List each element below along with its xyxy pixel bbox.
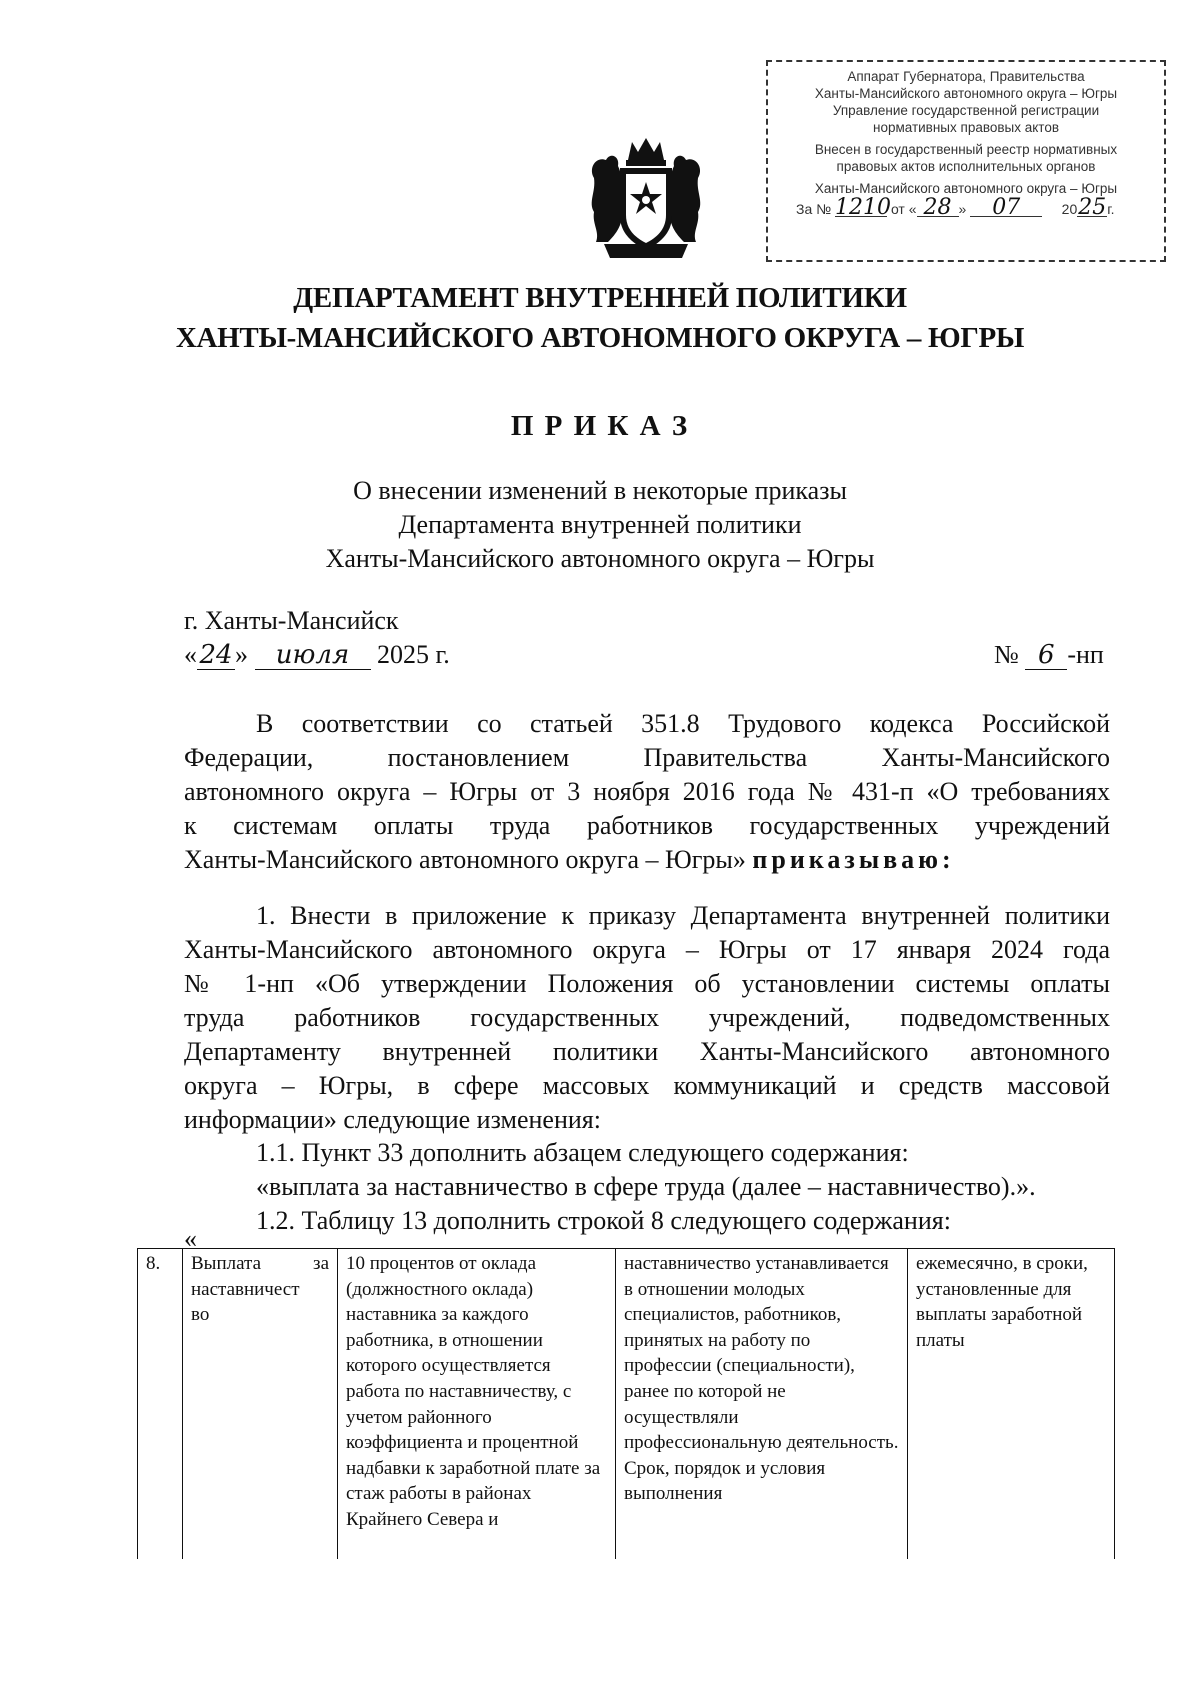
order-number [994, 640, 1104, 670]
row-number: 8. [138, 1249, 183, 1559]
stamp-line: Внесен в государственный реестр нормативных [814, 142, 1118, 157]
item1-1-line2: «выплата за наставничество в сфере труда (далее – наставничество).». [256, 1172, 1036, 1201]
stamp-line: правовых актов исполнительных органов [836, 159, 1096, 174]
date-open-quote: « [184, 640, 197, 669]
preamble-line5-text: Ханты-Мансийского автономного округа – Югры» [184, 845, 746, 874]
item1-line4: труда работников государственных учреждений, подведомственных [184, 1003, 1110, 1032]
stamp-num-value: 1210 [835, 195, 892, 220]
stamp-year-value: 25 [1078, 195, 1107, 220]
item1-line3: № 1-нп «Об утверждении Положения об установлении системы оплаты [184, 969, 1110, 998]
date-day: 24 [197, 641, 235, 670]
payment-name-line1: Выплата за [191, 1253, 329, 1274]
payment-name-rest: наставничест во [191, 1278, 300, 1326]
order-word: приказываю: [752, 845, 955, 874]
preamble-line1: В соответствии со статьей 351.8 Трудового кодекса Российской [256, 709, 1110, 738]
item1-line6: округа – Югры, в сфере массовых коммуникаций и средств массовой [184, 1071, 1110, 1100]
subject-line3: Ханты-Мансийского автономного округа – Югры [325, 544, 875, 573]
preamble-line5 [184, 844, 1110, 876]
stamp-line: Управление государственной регистрации [832, 103, 1100, 118]
coat-of-arms-icon [586, 138, 706, 262]
subject-line2: Департамента внутренней политики [398, 510, 802, 539]
stamp-num-prefix: За № [796, 201, 832, 217]
preamble-line2: Федерации, постановлением Правительства Ханты-Мансийского [184, 743, 1110, 772]
stamp-from-label: от « [890, 201, 917, 217]
number-value: 6 [1025, 641, 1067, 670]
stamp-registry [774, 141, 1158, 175]
stamp-year-prefix: 20 [1061, 201, 1078, 217]
number-suffix: -нп [1067, 640, 1104, 669]
stamp-line: нормативных правовых актов [872, 120, 1060, 135]
city: г. Ханты-Мансийск [184, 606, 399, 635]
payment-amount: 10 процентов от оклада (должностного оклада) наставника за каждого работника, в отношении которого осуществляется работа по наставничеству, с учетом районного коэффициента и процентной надбавки к заработной плате за стаж работы в районах Крайнего Севера и [338, 1249, 616, 1559]
item1-2-line1: 1.2. Таблицу 13 дополнить строкой 8 следующего содержания: [256, 1206, 951, 1235]
date-month: июля [255, 641, 371, 670]
payment-frequency: ежемесячно, в сроки, установленные для выплаты заработной платы [908, 1249, 1115, 1559]
date-close-quote: » [235, 640, 248, 669]
number-prefix: № [994, 640, 1019, 669]
stamp-month-value: 07 [970, 199, 1042, 217]
document-type: П Р И К А З [510, 410, 690, 442]
stamp-day-close: » [958, 201, 967, 217]
stamp-line: Ханты-Мансийского автономного округа – Югры [814, 181, 1118, 196]
preamble-line3: автономного округа – Югры от 3 ноября 2016 года № 431-п «О требованиях [184, 777, 1110, 806]
item1-1-line1: 1.1. Пункт 33 дополнить абзацем следующего содержания: [256, 1138, 909, 1167]
registration-stamp [766, 60, 1166, 262]
stamp-line: Аппарат Губернатора, Правительства [847, 69, 1085, 84]
stamp-day-value: 28 [917, 199, 959, 217]
item1-line7: информации» следующие изменения: [184, 1105, 601, 1134]
order-date [184, 640, 450, 670]
stamp-year-suffix: г. [1107, 201, 1115, 217]
payment-table [137, 1248, 1115, 1559]
preamble-line4: к системам оплаты труда работников государственных учреждений [184, 811, 1110, 840]
stamp-registration-number [774, 195, 1158, 220]
date-year: 2025 г. [377, 640, 450, 669]
payment-conditions: наставничество устанавливается в отношении молодых специалистов, работников, принятых на работу по профессии (специальности), ранее по которой не осуществляли профессиональную деятельность. Срок, порядок и условия выполнения [616, 1249, 908, 1559]
department-title-line1: ДЕПАРТАМЕНТ ВНУТРЕННЕЙ ПОЛИТИКИ [293, 282, 907, 314]
stamp-authority [774, 68, 1158, 136]
table-quote-open: « [184, 1224, 197, 1253]
item1-line5: Департаменту внутренней политики Ханты-Мансийского автономного [184, 1037, 1110, 1066]
table-row [138, 1249, 1115, 1559]
item1-line1: 1. Внести в приложение к приказу Департамента внутренней политики [256, 901, 1110, 930]
department-title-line2: ХАНТЫ-МАНСИЙСКОГО АВТОНОМНОГО ОКРУГА – ЮГРЫ [175, 322, 1025, 354]
stamp-line: Ханты-Мансийского автономного округа – Югры [814, 86, 1118, 101]
payment-name [183, 1249, 338, 1559]
item1-line2: Ханты-Мансийского автономного округа – Югры от 17 января 2024 года [184, 935, 1110, 964]
subject-line1: О внесении изменений в некоторые приказы [353, 476, 847, 505]
